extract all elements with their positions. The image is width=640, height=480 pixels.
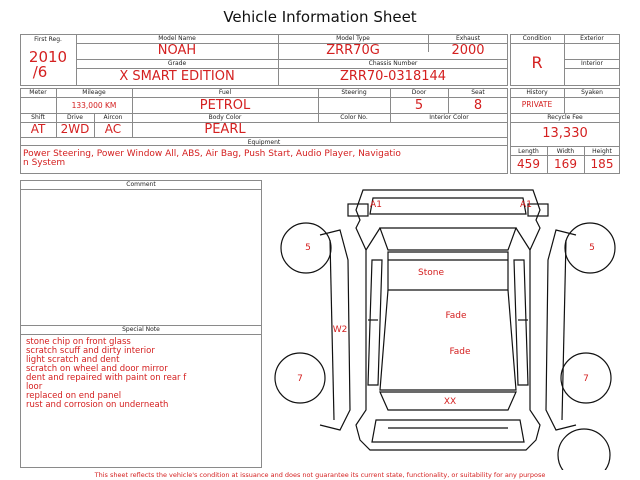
syaken-label: Syaken	[581, 89, 603, 96]
interior-label: Interior	[581, 60, 603, 67]
color-no-label: Color No.	[340, 114, 368, 121]
damage-fade-upper: Fade	[445, 311, 467, 321]
shift-label: Shift	[31, 114, 45, 121]
length-label: Length	[518, 148, 539, 155]
damage-front-left: A1	[370, 200, 382, 210]
door-label: Door	[411, 89, 427, 96]
model-type-value: ZRR70G	[326, 43, 380, 58]
model-name-value: NOAH	[157, 43, 197, 58]
list-item: dent and repaired with paint on rear f	[26, 373, 187, 383]
model-type-label: Model Type	[336, 35, 370, 42]
first-reg-month: /6	[32, 63, 48, 81]
condition-label: Condition	[522, 35, 552, 42]
width-label: Width	[556, 148, 575, 155]
damage-wheel-front-left: 5	[305, 243, 311, 253]
list-item: light scratch and dent	[26, 355, 120, 365]
damage-wheel-rear-left: 7	[297, 374, 303, 384]
model-name-label: Model Name	[158, 35, 196, 42]
recycle-fee-label: Recycle Fee	[547, 114, 583, 121]
seat-value: 8	[473, 98, 483, 113]
drive-value: 2WD	[60, 122, 90, 136]
list-item: replaced on end panel	[26, 391, 122, 401]
mileage-value: 133,000 KM	[71, 101, 117, 110]
chassis-number-value: ZRR70-0318144	[339, 69, 447, 84]
damage-side: W2	[332, 325, 348, 335]
damage-roof: Stone	[418, 268, 444, 278]
first-reg-label: First Reg.	[34, 36, 62, 43]
grade-label: Grade	[167, 60, 187, 67]
disclaimer: This sheet reflects the vehicle's condition at issuance and does not guarantee its current state, functionality, or suitability for any purpose	[94, 471, 546, 479]
list-item: scratch on wheel and door mirror	[26, 364, 168, 374]
car-damage-diagram	[268, 180, 628, 470]
comment-label: Comment	[126, 181, 156, 188]
interior-color-label: Interior Color	[429, 114, 469, 121]
history-label: History	[526, 89, 548, 96]
condition-value: R	[531, 53, 543, 72]
list-item: rust and corrosion on underneath	[26, 400, 169, 410]
grade-value: X SMART EDITION	[119, 69, 235, 84]
chassis-number-label: Chassis Number	[368, 60, 418, 67]
shift-value: AT	[30, 122, 46, 136]
first-reg-year: 2010	[28, 48, 68, 66]
body-color-label: Body Color	[208, 114, 242, 121]
damage-front-right: A1	[520, 200, 532, 210]
recycle-fee-value: 13,330	[542, 126, 588, 141]
special-note-list	[26, 338, 186, 410]
width-value: 169	[554, 157, 577, 171]
length-value: 459	[517, 157, 540, 171]
body-color-value: PEARL	[204, 122, 246, 137]
equipment-line-1: Power Steering, Power Window All, ABS, Air Bag, Push Start, Audio Player, Navigatio	[23, 149, 401, 159]
aircon-label: Aircon	[103, 114, 123, 121]
height-value: 185	[590, 157, 614, 171]
damage-fade-lower: Fade	[449, 347, 471, 357]
equipment-line-2: n System	[23, 158, 66, 168]
history-value: PRIVATE	[521, 100, 553, 109]
fuel-value: PETROL	[199, 98, 251, 113]
equipment-label: Equipment	[247, 139, 281, 146]
fuel-label: Fuel	[218, 89, 232, 96]
damage-wheel-rear-right: 7	[583, 374, 589, 384]
height-label: Height	[592, 148, 612, 155]
drive-label: Drive	[67, 114, 83, 121]
damage-rear: XX	[443, 397, 457, 407]
list-item: stone chip on front glass	[26, 337, 131, 347]
list-item: loor	[26, 382, 43, 392]
exterior-label: Exterior	[580, 35, 604, 42]
special-note-label: Special Note	[122, 326, 160, 333]
damage-wheel-front-right: 5	[589, 243, 595, 253]
steering-label: Steering	[341, 89, 367, 96]
seat-label: Seat	[471, 89, 485, 96]
list-item: scratch scuff and dirty interior	[26, 346, 155, 356]
sheet-title: Vehicle Information Sheet	[223, 8, 417, 26]
comment-box	[20, 180, 262, 468]
meter-label: Meter	[29, 89, 47, 96]
exhaust-label: Exhaust	[455, 35, 481, 42]
aircon-value: AC	[104, 122, 122, 136]
exhaust-value: 2000	[451, 43, 485, 58]
mileage-label: Mileage	[82, 89, 106, 96]
door-value: 5	[414, 98, 424, 113]
